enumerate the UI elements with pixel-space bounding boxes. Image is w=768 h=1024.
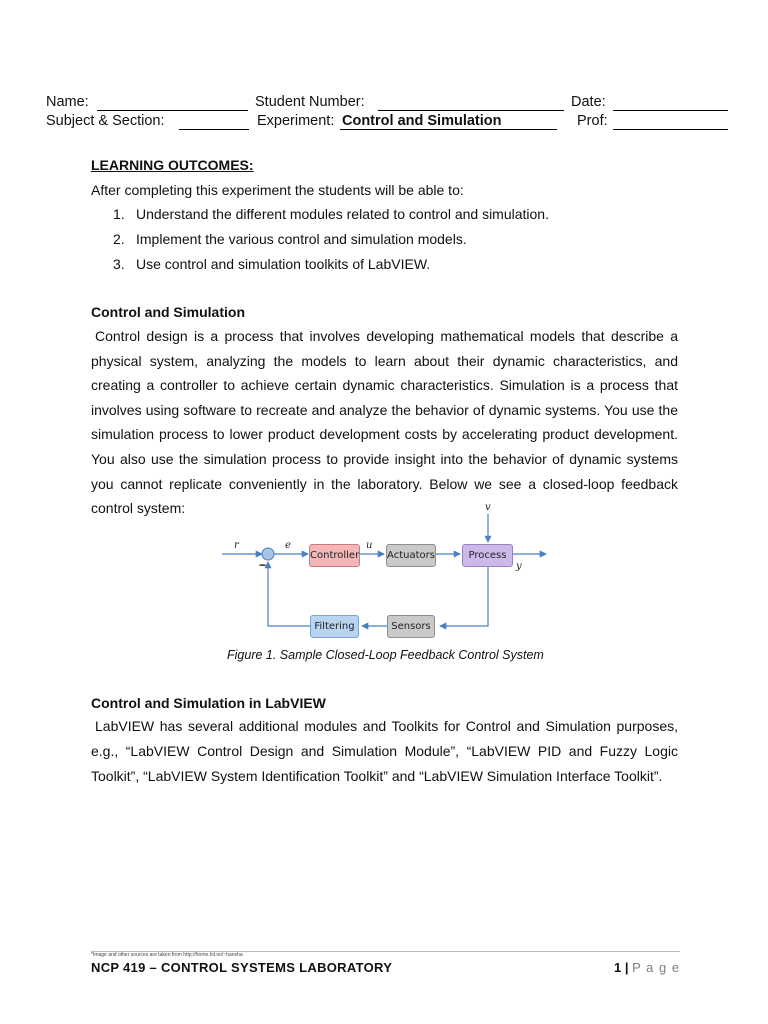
course-title: NCP 419 – CONTROL SYSTEMS LABORATORY: [91, 960, 393, 975]
image-source-footnote: *Image and other sources are taken from http://home.hit.no/~hansha: [91, 952, 243, 958]
outcome-text: Understand the different modules related to control and simulation.: [136, 206, 549, 222]
name-label: Name:: [46, 94, 89, 110]
signal-u-label: u: [366, 540, 373, 551]
date-field[interactable]: [613, 110, 728, 111]
outcomes-intro: After completing this experiment the students will be able to:: [91, 182, 464, 198]
outcome-number: 2.: [113, 231, 125, 247]
prof-label: Prof:: [577, 113, 608, 129]
figure-caption: Figure 1. Sample Closed-Loop Feedback Control System: [227, 648, 544, 662]
student-number-label: Student Number:: [255, 94, 365, 110]
page-separator: |: [624, 960, 629, 975]
page-label: P a g e: [632, 960, 681, 975]
experiment-label: Experiment:: [257, 113, 335, 129]
signal-v-label: v: [485, 502, 491, 513]
actuators-block: Actuators: [386, 544, 436, 567]
labview-paragraph: LabVIEW has several additional modules and Toolkits for Control and Simulation purposes, e.g., “LabVIEW Control Design and Simulation Module”, “LabVIEW PID and Fuzzy Logic Toolkit”, “LabVIEW System Identification Toolkit” and “LabVIEW Simulation Interface Toolkit”.: [91, 718, 678, 784]
experiment-value: Control and Simulation: [342, 113, 502, 129]
name-field[interactable]: [97, 110, 248, 111]
section-heading-control-simulation: Control and Simulation: [91, 304, 245, 320]
page-indicator: [614, 960, 680, 975]
prof-field[interactable]: [613, 129, 728, 130]
outcome-number: 1.: [113, 206, 125, 222]
feedback-to-junction-arrow: [268, 562, 310, 626]
page-number: 1: [614, 960, 622, 975]
controller-block: Controller: [309, 544, 360, 567]
control-simulation-paragraph: Control design is a process that involves developing mathematical models that describe a physical system, analyzing the models to learn about their dynamic characteristics, and creating a controller to achieve certain dynamic characteristics. Simulation is a process that involves using software to recreate and analyze the behavior of dynamic systems. You use the simulation process to lower product development costs by accelerating product development. You also use the simulation process to provide insight into the behavior of dynamic systems you cannot replicate conveniently in the laboratory. Below we see a closed-loop feedback control system:: [91, 328, 678, 517]
signal-y-label: y: [516, 561, 522, 572]
signal-e-label: e: [285, 540, 291, 551]
section-heading-labview: Control and Simulation in LabVIEW: [91, 695, 326, 711]
date-label: Date:: [571, 94, 606, 110]
process-block: Process: [462, 544, 513, 567]
subject-section-label: Subject & Section:: [46, 113, 165, 129]
learning-outcomes-heading: LEARNING OUTCOMES:: [91, 157, 254, 173]
outcome-number: 3.: [113, 256, 125, 272]
sensors-block: Sensors: [387, 615, 435, 638]
outcome-text: Implement the various control and simulation models.: [136, 231, 467, 247]
feedback-to-sensors-arrow: [440, 566, 488, 626]
experiment-field[interactable]: [340, 129, 557, 130]
minus-sign: −: [259, 558, 267, 572]
outcome-text: Use control and simulation toolkits of LabVIEW.: [136, 256, 431, 272]
student-number-field[interactable]: [378, 110, 564, 111]
subject-section-field[interactable]: [179, 129, 249, 130]
filtering-block: Filtering: [310, 615, 359, 638]
signal-r-label: r: [234, 540, 239, 551]
